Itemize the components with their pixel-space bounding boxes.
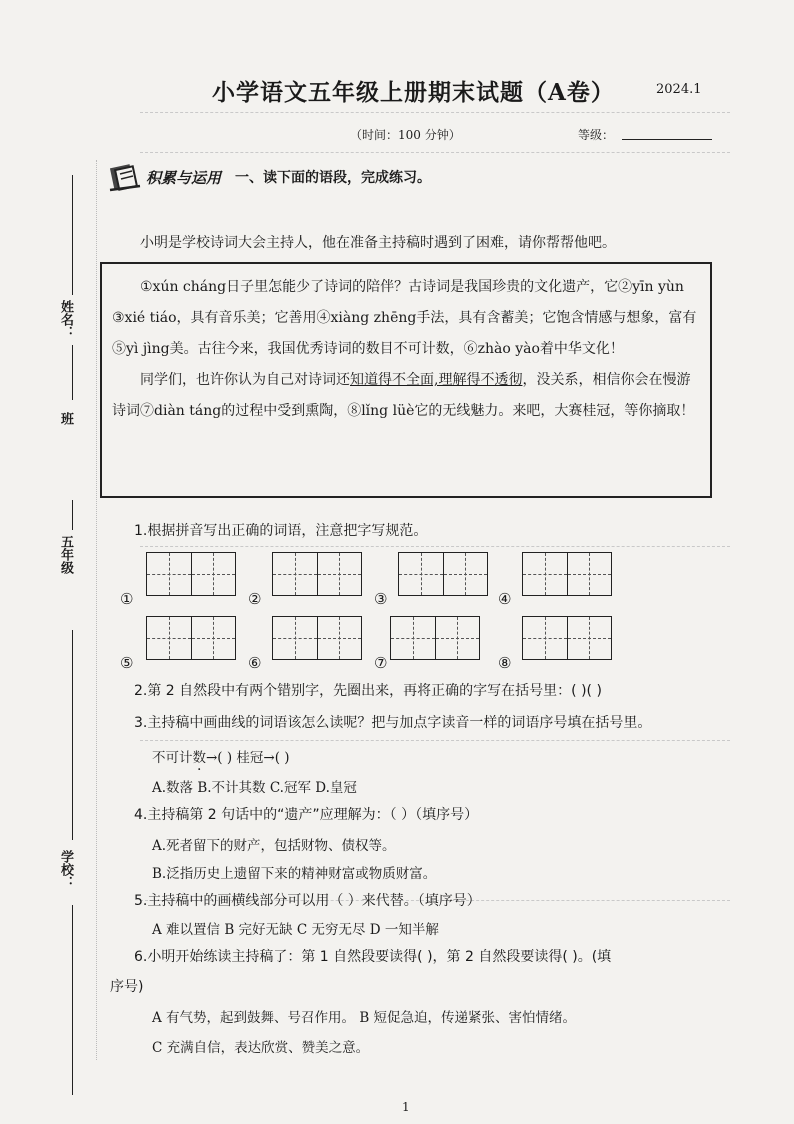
writing-box-6[interactable] xyxy=(272,616,362,660)
box-number: ② xyxy=(248,590,262,608)
section-title: 积累与运用 xyxy=(146,168,222,187)
exam-title: 小学语文五年级上册期末试题（A卷） xyxy=(212,79,615,106)
question-4-option-a: A.死者留下的财产，包括财物、债权等。 xyxy=(152,838,396,854)
writing-box-5[interactable] xyxy=(146,616,236,660)
writing-box-4[interactable] xyxy=(522,552,612,596)
intro-text: 小明是学校诗词大会主持人，他在准备主持稿时遇到了困难，请你帮帮他吧。 xyxy=(140,235,616,251)
passage-text: 同学们，也许你认为自己对诗词还 xyxy=(140,372,350,388)
rule-line xyxy=(140,546,730,547)
grade-side-line xyxy=(72,500,73,530)
box-number: ⑦ xyxy=(374,654,388,672)
passage-paragraph-1: ①xún cháng日子里怎能少了诗词的陪伴？古诗词是我国珍贵的文化遗产，它②yīn yùn ③xié tiáo，具有音乐美；它善用④xiàng zhēng手法，具有含蓄美；它饱含情感与想象，富有⑤yì jìng美。古往今来，我国优秀诗词的数目不可计数，⑥zhào yào着中华文化！ xyxy=(112,279,697,357)
question-3-blanks xyxy=(152,746,290,766)
box-number: ③ xyxy=(374,590,388,608)
passage-paragraph-2 xyxy=(112,365,702,427)
rule-line xyxy=(140,152,730,153)
passage-text: ，没关系，相信你会在慢游诗词⑦diàn táng的过程中受到熏陶，⑧lǐng lüè它的无线魅力。来吧，大赛桂冠，等你摘取！ xyxy=(112,372,695,419)
question-3: 3.主持稿中画曲线的词语该怎么读呢？把与加点字读音一样的词语序号填在括号里。 xyxy=(134,715,652,731)
box-number: ⑤ xyxy=(120,654,134,672)
grade-fill-line[interactable] xyxy=(622,139,712,140)
school-label: 学校： xyxy=(58,850,73,889)
question-5: 5.主持稿中的画横线部分可以用（ ）来代替。（填序号） xyxy=(134,893,481,909)
question-6: 6.小明开始练读主持稿了：第 1 自然段要读得( )，第 2 自然段要读得( )。(填 xyxy=(134,949,612,965)
box-number: ⑧ xyxy=(498,654,512,672)
class-fill-line[interactable] xyxy=(72,345,73,400)
q3-text: 不可计 xyxy=(152,750,193,766)
school-fill-line[interactable] xyxy=(72,630,73,840)
exam-date: 2024.1 xyxy=(656,82,702,97)
question-2: 2.第 2 自然段中有两个错别字，先圈出来，再将正确的字写在括号里：( )( ) xyxy=(134,683,602,699)
question-5-options: A 难以置信 B 完好无缺 C 无穷无尽 D 一知半解 xyxy=(152,922,439,938)
writing-box-3[interactable] xyxy=(398,552,488,596)
question-4: 4.主持稿第 2 句话中的“遗产”应理解为：（ ）（填序号） xyxy=(134,807,479,823)
question-4-option-b: B.泛指历史上遗留下来的精神财富或物质财富。 xyxy=(152,866,437,882)
question-6-option-c: C 充满自信，表达欣赏、赞美之意。 xyxy=(152,1040,370,1056)
question-3-options: A.数落 B.不计其数 C.冠军 D.皇冠 xyxy=(152,780,357,796)
binding-line-bottom xyxy=(72,905,73,1095)
binding-dotted-line xyxy=(96,160,97,1060)
underlined-phrase: 知道得不全面,理解得不透彻 xyxy=(350,372,523,388)
grade-side-label: 五年级 xyxy=(58,535,73,574)
question-1: 1.根据拼音写出正确的词语，注意把字写规范。 xyxy=(134,523,428,539)
dotted-char: 数 xyxy=(192,750,206,766)
section-heading xyxy=(108,160,431,194)
writing-box-8[interactable] xyxy=(522,616,612,660)
writing-box-2[interactable] xyxy=(272,552,362,596)
grade-label: 等级： xyxy=(578,128,615,142)
page-number: 1 xyxy=(402,1100,410,1114)
box-number: ⑥ xyxy=(248,654,262,672)
box-number: ④ xyxy=(498,590,512,608)
name-label: 姓名： xyxy=(58,300,73,339)
rule-line xyxy=(140,740,730,741)
class-label: 班 xyxy=(58,412,73,425)
question-6-cont: 序号) xyxy=(110,979,144,995)
rule-line xyxy=(140,112,730,113)
exam-time: （时间：100 分钟） xyxy=(350,128,461,142)
question-6-options-ab: A 有气势，起到鼓舞、号召作用。 B 短促急迫，传递紧张、害怕情绪。 xyxy=(152,1010,577,1026)
section-subtitle: 一、读下面的语段，完成练习。 xyxy=(235,170,432,186)
writing-box-7[interactable] xyxy=(390,616,480,660)
q3-text: →( ) 桂冠→( ) xyxy=(206,750,290,766)
box-number: ① xyxy=(120,590,134,608)
host-script-passage xyxy=(100,262,712,498)
writing-box-1[interactable] xyxy=(146,552,236,596)
books-icon xyxy=(108,160,142,194)
name-fill-line[interactable] xyxy=(72,175,73,295)
